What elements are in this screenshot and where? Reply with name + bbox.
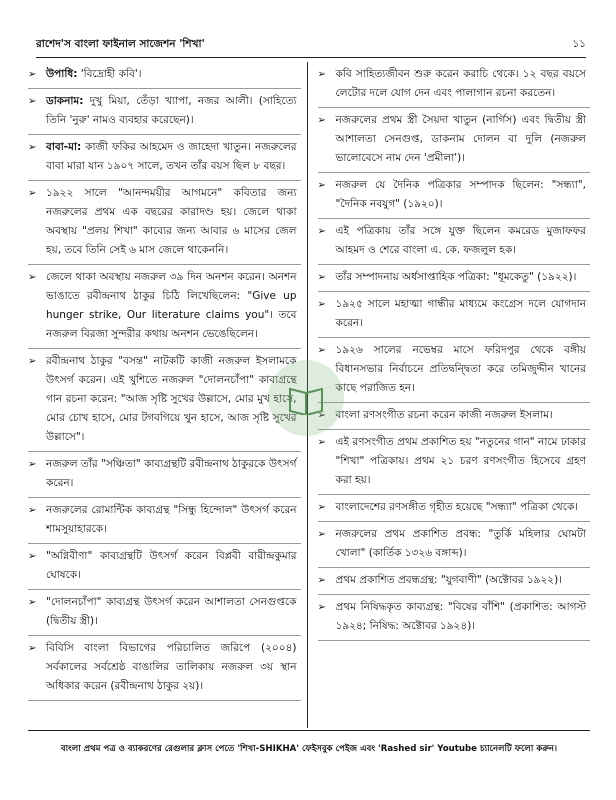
item-text [46,593,297,631]
item-body: বাংলা রণসংগীত রচনা করেন কাজী নজরুল ইসলাম। [335,409,553,421]
arrow-bullet-icon: ➢ [28,96,37,107]
item-body: নজরুলের প্রথম স্ত্রী সৈয়দা খাতুন (নার্গিস) এবং দ্বিতীয় স্ত্রী আশালতা সেনগুপ্ত, ডাকনাম দোলন বা দুলি (নজরুল ভালোবেসে নাম দেন 'প্রমীলা')। [335,114,586,164]
item-body: নজরুলের প্রথম প্রকাশিত প্রবন্ধ: "তুর্কি মহিলার ঘোমটা খোলা" (কার্তিক ১৩২৬ বঙ্গাব্দ)। [335,528,586,559]
arrow-bullet-icon: ➢ [28,505,37,516]
arrow-bullet-icon: ➢ [317,226,326,237]
item-text [336,176,587,214]
arrow-bullet-icon: ➢ [317,69,326,80]
right-column [318,62,591,728]
item-text [336,295,587,333]
item-text [46,547,297,585]
list-item [318,108,591,173]
item-text [336,433,587,490]
item-body: এই পত্রিকায় তাঁর সঙ্গে যুক্ত ছিলেন কমরেড মুজাফফর আহমদ ও শেরে বাংলা এ. কে. ফজলুল হক। [335,225,586,256]
list-item [318,338,591,403]
arrow-bullet-icon: ➢ [317,115,326,126]
item-body: বিবিসি বাংলা বিভাগের পরিচালিত জরিপে (২০০৪) সর্বকালের সর্বশ্রেষ্ঠ বাঙালির তালিকায় নজরুল ৩য় স্থান অধিকার করেন (রবীন্দ্রনাথ ঠাকুর ২য়)। [46,642,297,692]
footer-divider [28,730,590,731]
item-text [46,92,297,130]
list-item [318,219,591,265]
watermark-logo-icon [268,360,344,436]
list-item [318,173,591,219]
item-body: ১৯২৬ সালের নভেম্বর মাসে ফরিদপুর থেকে বঙ্গীয় বিধানসভার নির্বাচনে প্রতিদ্বন্দ্বিতা করে তমিজুদ্দীন খানের কাছে পরাজিত হন। [335,344,586,394]
list-item [28,636,301,701]
arrow-bullet-icon: ➢ [317,299,326,310]
item-text [336,406,587,425]
item-body: কবি সাহিত্যজীবন শুরু করেন করাচি থেকে। ১২ বছর বয়সে লেটোর দলে যোগ দেন এবং পালাগান রচনা করতেন। [335,68,586,99]
item-text [336,571,587,590]
arrow-bullet-icon: ➢ [317,410,326,421]
item-text [336,222,587,260]
item-body: কাজী ফকির আহমেদ ও জাহেদা খাতুন। নজরুলের বাবা মারা যান ১৯০৭ সালে, তখন তাঁর বয়স ছিল ৮ বছর। [46,141,297,172]
arrow-bullet-icon: ➢ [317,180,326,191]
arrow-bullet-icon: ➢ [28,551,37,562]
item-text [46,352,297,447]
arrow-bullet-icon: ➢ [28,643,37,654]
list-item [28,349,301,452]
item-body: নজরুল তাঁর "সঞ্চিতা" কাব্যগ্রন্থটি রবীন্দ্রনাথ ঠাকুরকে উৎসর্গ করেন। [46,458,297,489]
item-body: বাংলাদেশের রণসঙ্গীত গৃহীত হয়েছে "সন্ধ্যা" পত্রিকা থেকে। [335,501,579,513]
item-text [46,268,297,344]
item-text [46,501,297,539]
item-body: ১৯২২ সালে "আনন্দময়ীর আগমনে" কবিতার জন্য নজরুলের প্রথম এক বছরের কারাদণ্ড হয়। জেলে থাকা অবস্থায় "প্রলয় শিখা" কাব্যের জন্য আবার ৬ মাসের জেল হয়, তবে তিনি সেই ৬ মাস জেলে থাকেননি। [46,187,297,256]
item-body: "অগ্নিবীণা" কাব্যগ্রন্থটি উৎসর্গ করেন বিপ্লবী বারীন্দ্রকুমার ঘোষকে। [46,550,297,581]
document-title: রাশেদ'স বাংলা ফাইনাল সাজেশন 'শিখা' [36,38,205,50]
list-item [318,595,591,641]
list-item [318,430,591,495]
item-body: প্রথম প্রকাশিত প্রবন্ধগ্রন্থ: "যুগবাণী" (অক্টোবর ১৯২২)। [335,574,562,586]
arrow-bullet-icon: ➢ [28,188,37,199]
item-text [336,268,587,287]
list-item [318,403,591,430]
item-body: তাঁর সম্পাদনায় অর্ধসাপ্তাহিক পত্রিকা: "ধূমকেতু" (১৯২২)। [335,271,577,283]
item-text [46,455,297,493]
list-item [318,265,591,292]
item-body: ১৯২৫ সালে মহাত্মা গান্ধীর মাধ্যমে কংগ্রেস দলে যোগদান করেন। [335,298,586,329]
arrow-bullet-icon: ➢ [317,575,326,586]
item-text [336,498,587,517]
item-text [46,138,297,176]
arrow-bullet-icon: ➢ [28,69,37,80]
arrow-bullet-icon: ➢ [317,345,326,356]
item-body: 'বিদ্রোহী কবি'। [77,68,142,80]
list-item [28,452,301,498]
item-body: জেলে থাকা অবস্থায় নজরুল ৩৯ দিন অনশন করেন। অনশন ভাঙাতে রবীন্দ্রনাথ ঠাকুর চিঠি লিখেছিলেন: "Give up hunger strike, Our literature claims you"। তবে নজরুল বিরজা সুন্দরীর কথায় অনশন ভেঙেছিলেন। [46,271,297,340]
item-label: উপাধি: [46,68,78,80]
item-body: নজরুল যে দৈনিক পত্রিকার সম্পাদক ছিলেন: "সন্ধ্যা", "দৈনিক নবযুগ" (১৯২০)। [335,179,586,210]
item-text [336,598,587,636]
item-body: "দোলনচাঁপা" কাব্যগ্রন্থ উৎসর্গ করেন আশালতা সেনগুপ্তকে (দ্বিতীয় স্ত্রী)। [46,596,297,627]
arrow-bullet-icon: ➢ [28,597,37,608]
list-item [28,89,301,135]
list-item [318,495,591,522]
list-item [318,292,591,338]
page-header [36,30,586,54]
arrow-bullet-icon: ➢ [317,437,326,448]
item-body: প্রথম নিষিদ্ধকৃত কাব্যগ্রন্থ: "বিষের বাঁশি" (প্রকাশিত: আগস্ট ১৯২৪; নিষিদ্ধ: অক্টোবর ১৯২৪)। [335,601,586,632]
item-label: বাবা-মা: [46,141,82,153]
item-body: রবীন্দ্রনাথ ঠাকুর "বসন্ত" নাটকটি কাজী নজরুল ইসলামকে উৎসর্গ করেন। এই খুশিতে নজরুল "দোলনচাঁপা" কাব্যগ্রন্থে গান রচনা করেন: "আজ সৃষ্টি সুখের উল্লাসে, মোর মুখ হাসে, মোর চোখ হাসে, মোর টগবগিয়ে খুন হাসে, আজ সৃষ্টি সুখের উল্লাসে"। [46,355,297,443]
item-text [46,639,297,696]
item-body: দুখু মিয়া, তেঁড়া খ্যাপা, নজর আলী। (সাহিত্যে তিনি 'নুরু' নামও ব্যবহার করেছেন)। [46,95,297,126]
header-divider [36,57,586,58]
page-number: ১১ [572,38,586,50]
list-item [318,568,591,595]
arrow-bullet-icon: ➢ [28,459,37,470]
arrow-bullet-icon: ➢ [317,502,326,513]
list-item [28,62,301,89]
arrow-bullet-icon: ➢ [28,356,37,367]
arrow-bullet-icon: ➢ [317,272,326,283]
item-text [46,184,297,260]
item-text [336,525,587,563]
book-icon [286,381,326,415]
list-item [28,135,301,181]
list-item [28,590,301,636]
arrow-bullet-icon: ➢ [28,142,37,153]
list-item [318,62,591,108]
list-item [28,498,301,544]
arrow-bullet-icon: ➢ [317,602,326,613]
left-column [28,62,308,728]
list-item [28,265,301,349]
arrow-bullet-icon: ➢ [317,529,326,540]
arrow-bullet-icon: ➢ [28,272,37,283]
item-text [336,111,587,168]
item-body: এই রণসংগীত প্রথম প্রকাশিত হয় "নতুনের গান" নামে ঢাকার "শিখা" পত্রিকায়। প্রথম ২১ চরণ রণসংগীত হিসেবে গ্রহণ করা হয়। [335,436,586,486]
item-text [336,341,587,398]
item-text [46,65,297,84]
item-text [336,65,587,103]
item-label: ডাকনাম: [46,95,84,107]
item-body: নজরুলের রোমান্টিক কাব্যগ্রন্থ "সিন্ধু হিন্দোল" উৎসর্গ করেন শামসুয়াহারকে। [46,504,297,535]
list-item [28,544,301,590]
list-item [28,181,301,265]
footer-note: বাংলা প্রথম পত্র ও ব্যাকরণের রেগুলার ক্লাস পেতে 'শিখা-SHIKHA' ফেইসবুক পেইজ এবং 'Rashed sir' Youtube চ্যানেলটি ফলো করুন। [60,744,558,754]
list-item [318,522,591,568]
